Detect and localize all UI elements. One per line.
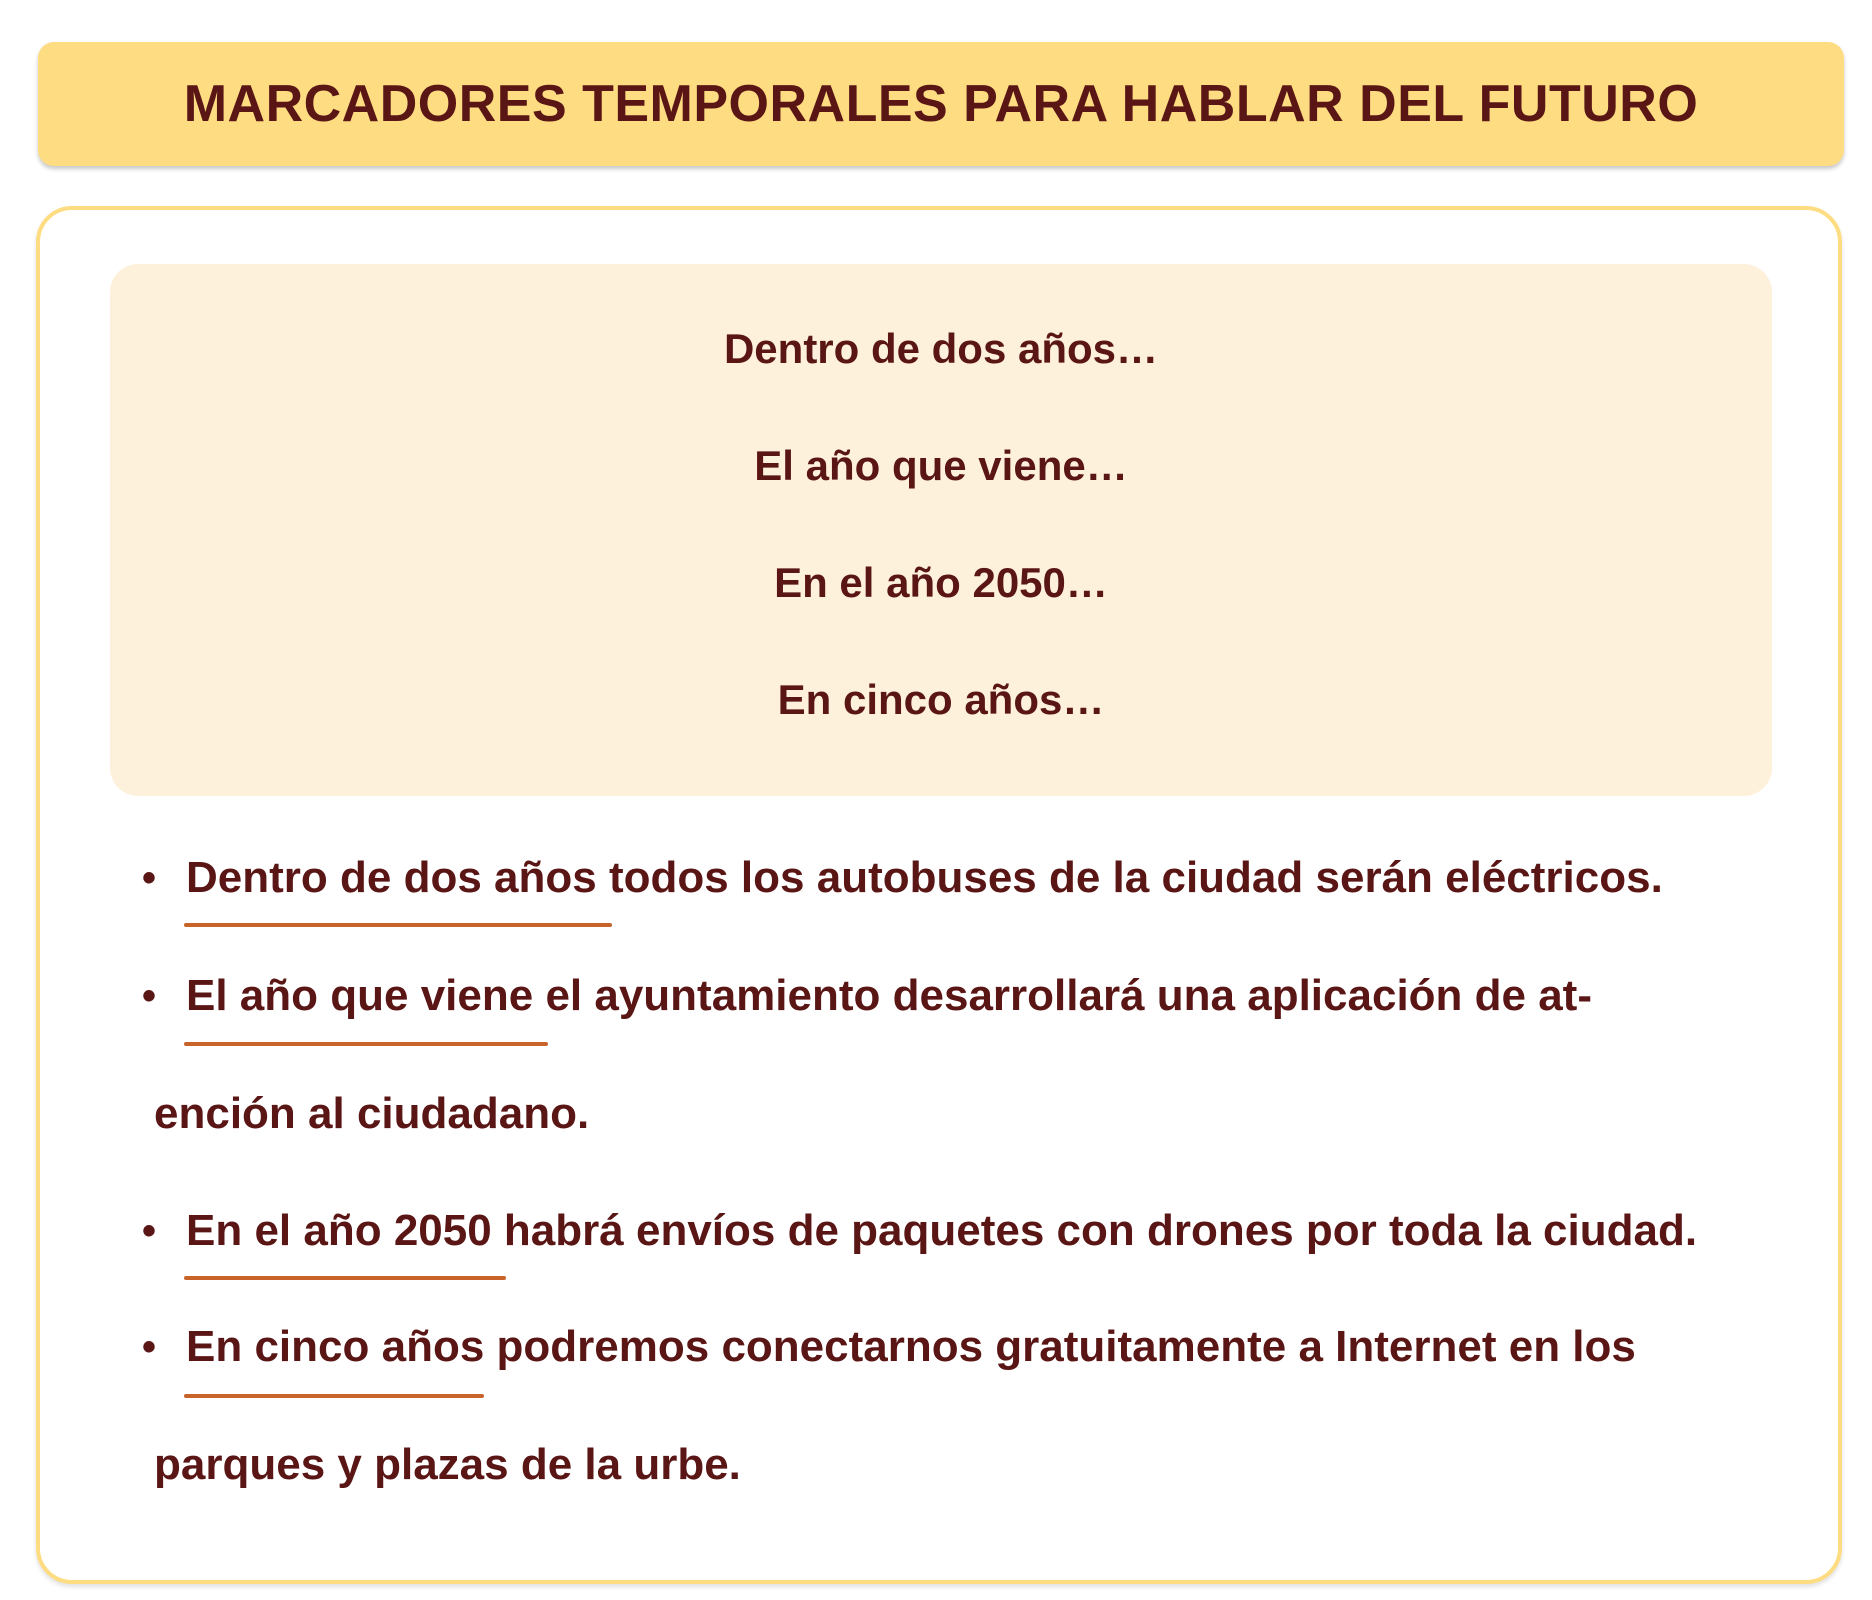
sentence-continuation: parques y plazas de la urbe. <box>154 1440 741 1489</box>
time-marker: El año que viene <box>186 971 534 1020</box>
time-marker: Dentro de dos años <box>186 853 597 902</box>
sentence-line <box>186 1204 1697 1258</box>
sentence-rest: habrá envíos de paquetes con drones por toda la ciudad. <box>491 1206 1698 1255</box>
markers-box <box>110 264 1772 796</box>
marker-underline <box>184 1276 506 1280</box>
sentence-rest: el ayuntamiento desarrollará una aplicación de at- <box>533 971 1592 1020</box>
content-card <box>36 206 1842 1584</box>
bullet-icon: • <box>142 974 157 1018</box>
sentence-rest: todos los autobuses de la ciudad serán eléctricos. <box>596 853 1663 902</box>
bullet-icon: • <box>142 856 157 900</box>
marker-underline <box>184 1042 548 1046</box>
bullet-icon: • <box>142 1209 157 1253</box>
title-banner <box>38 42 1844 166</box>
page-title: MARCADORES TEMPORALES PARA HABLAR DEL FUTURO <box>183 75 1699 133</box>
sentence-line <box>186 969 1592 1023</box>
marker-underline <box>184 923 612 927</box>
marker-underline <box>184 1394 484 1398</box>
sentence-line <box>186 1320 1636 1374</box>
marker-item: Dentro de dos años… <box>723 325 1159 372</box>
bullet-icon: • <box>142 1325 157 1369</box>
sentence-rest: podremos conectarnos gratuitamente a Internet en los <box>484 1322 1636 1371</box>
time-marker: En cinco años <box>186 1322 485 1371</box>
sentence-line <box>186 851 1663 905</box>
marker-item: En el año 2050… <box>774 559 1108 606</box>
marker-item: El año que viene… <box>754 442 1128 489</box>
sentence-continuation: ención al ciudadano. <box>154 1089 590 1138</box>
marker-item: En cinco años… <box>777 676 1105 723</box>
time-marker: En el año 2050 <box>186 1206 492 1255</box>
